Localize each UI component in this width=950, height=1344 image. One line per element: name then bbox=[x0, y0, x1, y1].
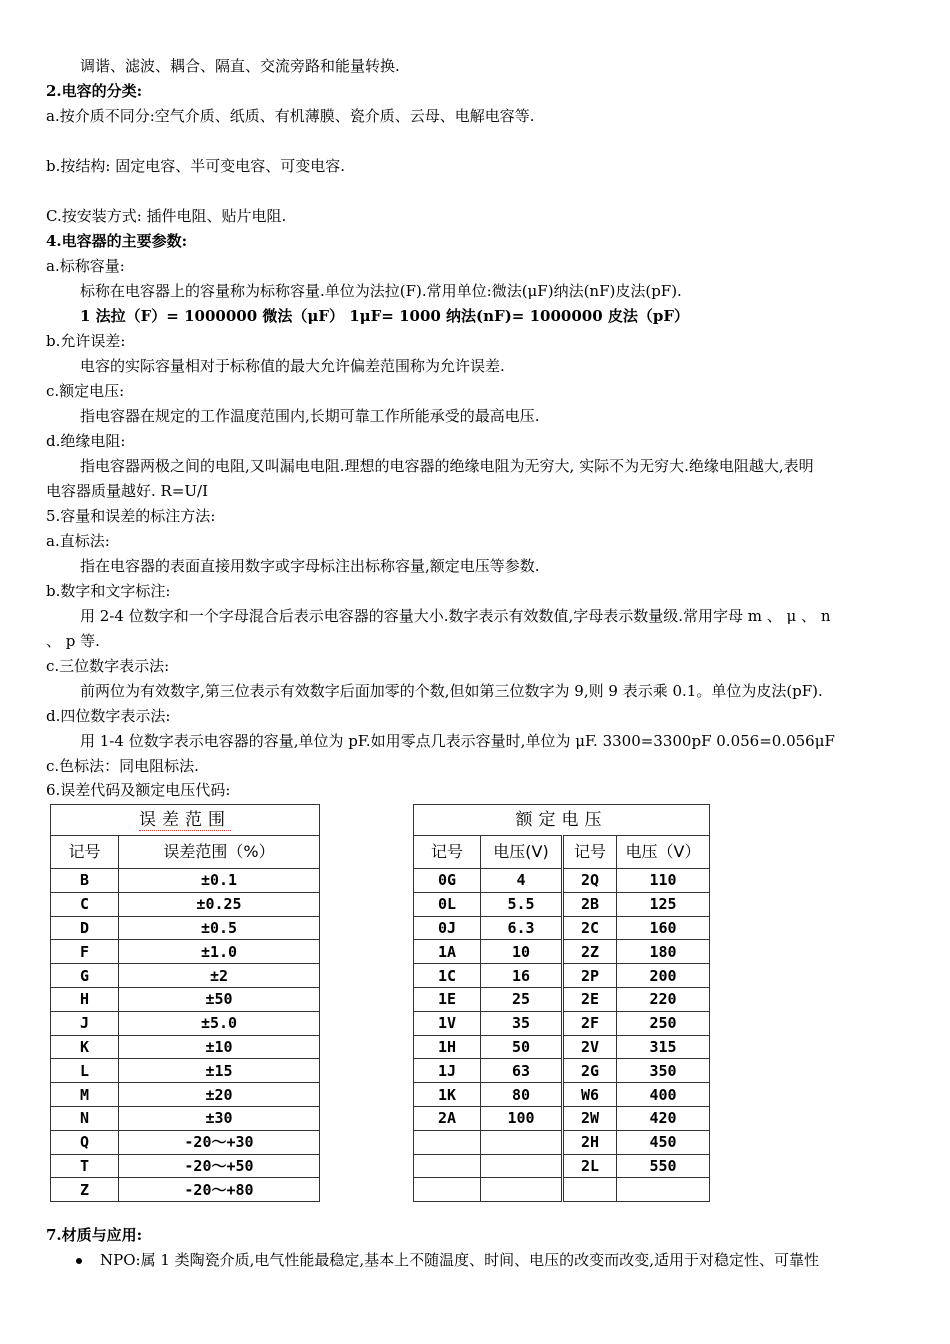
voltage-value-cell: 10 bbox=[481, 940, 563, 964]
tolerance-code-cell: H bbox=[51, 987, 119, 1011]
tolerance-range-cell: ±0.5 bbox=[119, 916, 320, 940]
tolerance-code-cell: T bbox=[51, 1154, 119, 1178]
table-row bbox=[51, 1011, 320, 1035]
voltage-code-cell: 2A bbox=[414, 1106, 481, 1130]
voltage-code-cell: 1E bbox=[414, 987, 481, 1011]
table-row bbox=[414, 940, 710, 964]
tolerance-code-cell: N bbox=[51, 1106, 119, 1130]
tolerance-range-cell: -20～+80 bbox=[119, 1178, 320, 1202]
voltage-code-cell: 1H bbox=[414, 1035, 481, 1059]
tolerance-code-cell: Z bbox=[51, 1178, 119, 1202]
voltage-code-cell: 2Q bbox=[563, 869, 617, 893]
text-line: 1 法拉（F）= 1000000 微法（μF） 1μF= 1000 纳法(nF)= 1000000 皮法（pF） bbox=[80, 307, 690, 325]
text-line: c.色标法：同电阻标法. bbox=[46, 757, 199, 775]
table-row bbox=[51, 916, 320, 940]
tolerance-range-cell: -20～+30 bbox=[119, 1130, 320, 1154]
voltage-code-cell bbox=[563, 1178, 617, 1202]
tolerance-code-cell: C bbox=[51, 892, 119, 916]
text-line: 5.容量和误差的标注方法: bbox=[46, 507, 216, 525]
voltage-header-code-2: 记号 bbox=[563, 836, 617, 869]
voltage-value-cell: 200 bbox=[617, 964, 710, 988]
voltage-value-cell: 160 bbox=[617, 916, 710, 940]
voltage-code-cell: 1C bbox=[414, 964, 481, 988]
voltage-value-cell: 550 bbox=[617, 1154, 710, 1178]
table-row bbox=[414, 892, 710, 916]
voltage-code-cell bbox=[414, 1154, 481, 1178]
voltage-value-cell: 25 bbox=[481, 987, 563, 1011]
voltage-value-cell: 125 bbox=[617, 892, 710, 916]
section7-heading: 7.材质与应用: bbox=[46, 1226, 143, 1244]
voltage-value-cell: 100 bbox=[481, 1106, 563, 1130]
rated-voltage-code-table bbox=[413, 804, 710, 1202]
voltage-code-cell: 1K bbox=[414, 1083, 481, 1107]
voltage-value-cell: 16 bbox=[481, 964, 563, 988]
voltage-value-cell: 80 bbox=[481, 1083, 563, 1107]
text-line: 前两位为有效数字,第三位表示有效数字后面加零的个数,但如第三位数字为 9,则 9 表示乘 0.1。单位为皮法(pF). bbox=[80, 682, 823, 700]
table-row bbox=[51, 940, 320, 964]
table-row bbox=[51, 1130, 320, 1154]
table-row bbox=[414, 1130, 710, 1154]
text-line: 、 p 等. bbox=[46, 632, 100, 650]
tolerance-range-cell: -20～+50 bbox=[119, 1154, 320, 1178]
voltage-value-cell bbox=[617, 1178, 710, 1202]
text-line: 标称在电容器上的容量称为标称容量.单位为法拉(F).常用单位:微法(μF)纳法(nF)皮法(pF). bbox=[80, 282, 682, 300]
tolerance-table-title: 误差范围 bbox=[51, 805, 320, 836]
voltage-value-cell bbox=[481, 1130, 563, 1154]
voltage-code-cell: 2Z bbox=[563, 940, 617, 964]
voltage-code-cell: W6 bbox=[563, 1083, 617, 1107]
table-row bbox=[414, 987, 710, 1011]
voltage-code-cell bbox=[414, 1178, 481, 1202]
voltage-code-cell bbox=[414, 1130, 481, 1154]
table-row bbox=[414, 1106, 710, 1130]
voltage-value-cell: 250 bbox=[617, 1011, 710, 1035]
voltage-value-cell: 350 bbox=[617, 1059, 710, 1083]
voltage-value-cell bbox=[481, 1154, 563, 1178]
text-line: 电容的实际容量相对于标称值的最大允许偏差范围称为允许误差. bbox=[80, 357, 505, 375]
text-line: b.允许误差: bbox=[46, 332, 126, 350]
voltage-value-cell: 315 bbox=[617, 1035, 710, 1059]
tolerance-header-code: 记号 bbox=[51, 836, 119, 869]
voltage-code-cell: 2L bbox=[563, 1154, 617, 1178]
voltage-code-cell: 2B bbox=[563, 892, 617, 916]
voltage-code-cell: 1V bbox=[414, 1011, 481, 1035]
voltage-value-cell: 180 bbox=[617, 940, 710, 964]
voltage-code-cell: 0G bbox=[414, 869, 481, 893]
voltage-table-title: 额定电压 bbox=[414, 805, 710, 836]
section7-bullet-text: NPO:属 1 类陶瓷介质,电气性能最稳定,基本上不随温度、时间、电压的改变而改变,适用于对稳定性、可靠性 bbox=[100, 1251, 819, 1269]
voltage-code-cell: 2H bbox=[563, 1130, 617, 1154]
table-row bbox=[414, 1011, 710, 1035]
voltage-code-cell: 1A bbox=[414, 940, 481, 964]
table-row bbox=[51, 1059, 320, 1083]
voltage-code-cell: 2E bbox=[563, 987, 617, 1011]
tolerance-code-cell: D bbox=[51, 916, 119, 940]
voltage-code-cell: 2G bbox=[563, 1059, 617, 1083]
text-line: a.直标法: bbox=[46, 532, 110, 550]
tolerance-code-cell: Q bbox=[51, 1130, 119, 1154]
voltage-code-cell: 2W bbox=[563, 1106, 617, 1130]
text-line: b.按结构: 固定电容、半可变电容、可变电容. bbox=[46, 157, 345, 175]
text-line: 用 1-4 位数字表示电容器的容量,单位为 pF.如用零点几表示容量时,单位为 μF. 3300=3300pF 0.056=0.056μF bbox=[80, 732, 835, 750]
voltage-header-voltage-1: 电压(V) bbox=[481, 836, 563, 869]
text-line: C.按安装方式: 插件电阻、贴片电阻. bbox=[46, 207, 287, 225]
tolerance-range-cell: ±2 bbox=[119, 964, 320, 988]
table-row bbox=[414, 869, 710, 893]
bullet-icon bbox=[76, 1258, 82, 1264]
voltage-value-cell: 450 bbox=[617, 1130, 710, 1154]
text-line: 调谐、滤波、耦合、隔直、交流旁路和能量转换. bbox=[80, 57, 400, 75]
table-row bbox=[414, 1178, 710, 1202]
voltage-value-cell: 220 bbox=[617, 987, 710, 1011]
tolerance-code-cell: B bbox=[51, 869, 119, 893]
table-row bbox=[414, 964, 710, 988]
voltage-header-code-1: 记号 bbox=[414, 836, 481, 869]
text-line: 4.电容器的主要参数: bbox=[46, 232, 188, 250]
table-row bbox=[51, 1154, 320, 1178]
table-row bbox=[51, 1035, 320, 1059]
tolerance-range-cell: ±20 bbox=[119, 1083, 320, 1107]
text-line: 指电容器两极之间的电阻,又叫漏电电阻.理想的电容器的绝缘电阻为无穷大, 实际不为无穷大.绝缘电阻越大,表明 bbox=[80, 457, 814, 475]
voltage-code-cell: 2C bbox=[563, 916, 617, 940]
tolerance-code-cell: J bbox=[51, 1011, 119, 1035]
text-line: 指在电容器的表面直接用数字或字母标注出标称容量,额定电压等参数. bbox=[80, 557, 540, 575]
text-line: 2.电容的分类: bbox=[46, 82, 143, 100]
table-row bbox=[414, 916, 710, 940]
tolerance-range-cell: ±30 bbox=[119, 1106, 320, 1130]
text-line: c.额定电压: bbox=[46, 382, 125, 400]
tolerance-range-cell: ±0.25 bbox=[119, 892, 320, 916]
voltage-value-cell bbox=[481, 1178, 563, 1202]
tolerance-code-cell: L bbox=[51, 1059, 119, 1083]
tolerance-range-cell: ±5.0 bbox=[119, 1011, 320, 1035]
voltage-value-cell: 6.3 bbox=[481, 916, 563, 940]
tolerance-code-cell: G bbox=[51, 964, 119, 988]
table-row bbox=[414, 1059, 710, 1083]
voltage-value-cell: 4 bbox=[481, 869, 563, 893]
table-row bbox=[414, 1083, 710, 1107]
text-line: d.四位数字表示法: bbox=[46, 707, 171, 725]
voltage-value-cell: 420 bbox=[617, 1106, 710, 1130]
tolerance-range-cell: ±0.1 bbox=[119, 869, 320, 893]
text-line: c.三位数字表示法: bbox=[46, 657, 170, 675]
tolerance-code-table bbox=[50, 804, 320, 1202]
table-row bbox=[51, 1106, 320, 1130]
voltage-code-cell: 1J bbox=[414, 1059, 481, 1083]
text-line: 指电容器在规定的工作温度范围内,长期可靠工作所能承受的最高电压. bbox=[80, 407, 540, 425]
text-line: b.数字和文字标注: bbox=[46, 582, 171, 600]
text-line: a.标称容量: bbox=[46, 257, 125, 275]
table-row bbox=[414, 1035, 710, 1059]
section7-bullet-item bbox=[76, 1249, 910, 1271]
voltage-value-cell: 110 bbox=[617, 869, 710, 893]
voltage-header-voltage-2: 电压（V） bbox=[617, 836, 710, 869]
tolerance-header-range: 误差范围（%） bbox=[119, 836, 320, 869]
tolerance-code-cell: K bbox=[51, 1035, 119, 1059]
text-line: 6.误差代码及额定电压代码: bbox=[46, 781, 231, 799]
voltage-code-cell: 2P bbox=[563, 964, 617, 988]
tolerance-range-cell: ±1.0 bbox=[119, 940, 320, 964]
voltage-value-cell: 50 bbox=[481, 1035, 563, 1059]
voltage-value-cell: 5.5 bbox=[481, 892, 563, 916]
text-line: 电容器质量越好. R=U/I bbox=[46, 482, 209, 500]
voltage-value-cell: 63 bbox=[481, 1059, 563, 1083]
table-row bbox=[51, 1178, 320, 1202]
table-row bbox=[414, 1154, 710, 1178]
voltage-code-cell: 2F bbox=[563, 1011, 617, 1035]
tolerance-range-cell: ±50 bbox=[119, 987, 320, 1011]
text-line: 用 2-4 位数字和一个字母混合后表示电容器的容量大小.数字表示有效数值,字母表示数量级.常用字母 m 、 μ 、 n bbox=[80, 607, 831, 625]
voltage-value-cell: 400 bbox=[617, 1083, 710, 1107]
voltage-code-cell: 0L bbox=[414, 892, 481, 916]
tolerance-code-cell: M bbox=[51, 1083, 119, 1107]
table-row bbox=[51, 964, 320, 988]
tolerance-range-cell: ±15 bbox=[119, 1059, 320, 1083]
voltage-code-cell: 2V bbox=[563, 1035, 617, 1059]
voltage-code-cell: 0J bbox=[414, 916, 481, 940]
table-row bbox=[51, 892, 320, 916]
text-line: d.绝缘电阻: bbox=[46, 432, 126, 450]
tolerance-code-cell: F bbox=[51, 940, 119, 964]
tolerance-range-cell: ±10 bbox=[119, 1035, 320, 1059]
text-line: a.按介质不同分:空气介质、纸质、有机薄膜、瓷介质、云母、电解电容等. bbox=[46, 107, 535, 125]
table-row bbox=[51, 869, 320, 893]
table-row bbox=[51, 1083, 320, 1107]
voltage-value-cell: 35 bbox=[481, 1011, 563, 1035]
table-row bbox=[51, 987, 320, 1011]
